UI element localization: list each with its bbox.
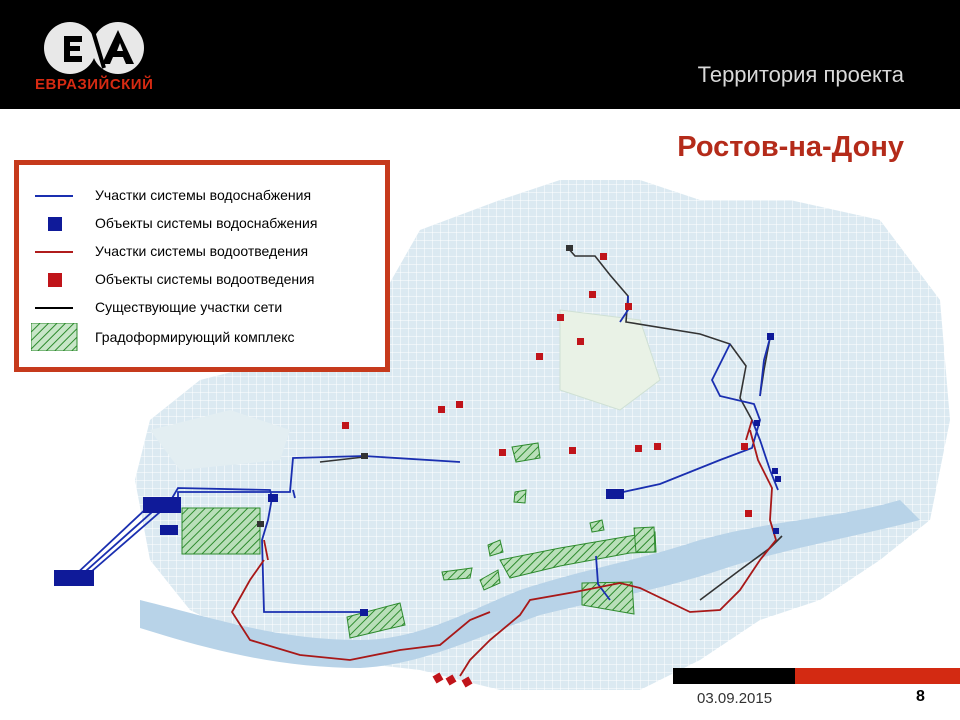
legend-item-water-supply-objects [19, 211, 385, 235]
page-number: 8 [916, 688, 925, 705]
legend-label: Объекты системы водоотведения [95, 271, 315, 287]
legend-label: Участки системы водоснабжения [95, 187, 312, 203]
green-hatch-icon [31, 323, 79, 351]
footer-date: 03.09.2015 [697, 690, 773, 707]
legend-label: Существующие участки сети [95, 299, 283, 315]
legend-label: Объекты системы водоснабжения [95, 215, 318, 231]
header [0, 0, 960, 109]
city-title: Ростов-на-Дону [677, 131, 904, 163]
slide-title: Территория проекта [697, 62, 904, 87]
logo-text: ЕВРАЗИЙСКИЙ [35, 76, 154, 93]
blue-square-icon [31, 215, 79, 233]
black-line-icon [31, 299, 79, 317]
legend-label: Участки системы водоотведения [95, 243, 309, 259]
legend-item-sewage-lines [19, 239, 385, 263]
legend-item-sewage-objects [19, 267, 385, 291]
legend-item-water-supply-lines [19, 183, 385, 207]
legend-label: Градоформирующий комплекс [95, 329, 295, 345]
footer-bar-red [795, 668, 960, 684]
map-legend [14, 160, 390, 372]
blue-line-icon [31, 187, 79, 205]
red-square-icon [31, 271, 79, 289]
footer-bar-black [673, 668, 795, 684]
red-line-icon [31, 243, 79, 261]
legend-item-existing-network [19, 295, 385, 319]
legend-item-city-forming-complex [19, 325, 385, 349]
